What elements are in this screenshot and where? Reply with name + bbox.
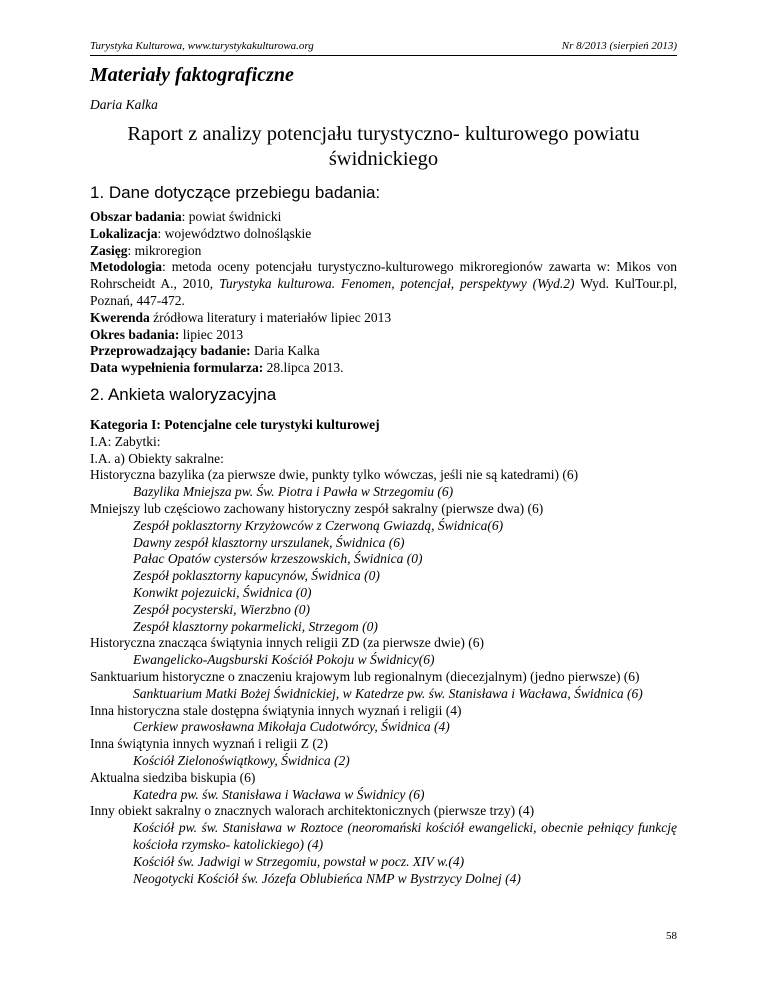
header-rule <box>90 55 677 56</box>
subsubcategory: I.A. a) Obiekty sakralne: <box>90 450 224 466</box>
object-entry: Ewangelicko-Augsburski Kościół Pokoju w Świdnicy(6) <box>133 652 435 668</box>
running-header <box>90 40 677 53</box>
object-entry: Zespół pocysterski, Wierzbno (0) <box>133 601 310 617</box>
criterion-text: Sanktuarium historyczne o znaczeniu krajowym lub regionalnym (diecezjalnym) (jedno pierwsze) (6) <box>90 668 640 684</box>
object-entry: Neogotycki Kościół św. Józefa Oblubieńca NMP w Bystrzycy Dolnej (4) <box>133 870 521 886</box>
object-entry: Dawny zespół klasztorny urszulanek, Świdnica (6) <box>133 534 405 550</box>
field-przeprowadzajacy: Przeprowadzający badanie: Daria Kalka <box>90 343 320 359</box>
object-entry: Cerkiew prawosławna Mikołaja Cudotwórcy, Świdnica (4) <box>133 719 450 735</box>
object-entry: Kościół św. Jadwigi w Strzegomiu, powstał w pocz. XIV w.(4) <box>133 853 465 869</box>
field-okres: Okres badania: lipiec 2013 <box>90 326 244 342</box>
field-data: Data wypełnienia formularza: 28.lipca 2013. <box>90 360 344 376</box>
object-entry: Zespół poklasztorny kapucynów, Świdnica (0) <box>133 568 380 584</box>
criterion-text: Aktualna siedziba biskupia (6) <box>90 769 256 785</box>
book-title: Turystyka kulturowa. Fenomen, potencjał, perspektywy (Wyd.2) <box>219 276 575 292</box>
object-entry: Kościół pw. św. Stanisława w Roztoce (neoromański kościół ewangelicki, obecnie pełniący funkcję kościoła rzymsko- katolickiego) (4) <box>133 820 677 852</box>
object-entry: Zespół klasztorny pokarmelicki, Strzegom (0) <box>133 618 378 634</box>
criterion-text: Inna świątynia innych wyznań i religii Z (2) <box>90 736 329 752</box>
study-details <box>90 209 677 377</box>
object-entry: Zespół poklasztorny Krzyżowców z Czerwoną Gwiazdą, Świdnica(6) <box>133 517 504 533</box>
subcategory: I.A: Zabytki: <box>90 433 161 449</box>
field-obszar: Obszar badania: powiat świdnicki <box>90 209 282 224</box>
object-entry: Pałac Opatów cystersów krzeszowskich, Świdnica (0) <box>133 551 423 567</box>
criterion-text: Inna historyczna stale dostępna świątynia innych wyznań i religii (4) <box>90 702 462 718</box>
object-entry: Kościół Zielonoświątkowy, Świdnica (2) <box>133 752 350 768</box>
survey-body <box>90 417 677 887</box>
field-zasieg: Zasięg: mikroregion <box>90 242 202 258</box>
page-number: 58 <box>666 930 677 942</box>
object-entry: Katedra pw. św. Stanisława i Wacława w Świdnicy (6) <box>133 786 425 802</box>
section-2-heading: 2. Ankieta waloryzacyjna <box>90 385 277 404</box>
object-entry: Konwikt pojezuicki, Świdnica (0) <box>133 584 312 600</box>
journal-name: Turystyka Kulturowa, www.turystykakulturowa.org <box>90 40 314 52</box>
criterion-text: Mniejszy lub częściowo zachowany historyczny zespół sakralny (pierwsze dwa) (6) <box>90 500 544 516</box>
object-entry: Bazylika Mniejsza pw. Św. Piotra i Pawła w Strzegomiu (6) <box>133 484 454 500</box>
field-lokalizacja: Lokalizacja: województwo dolnośląskie <box>90 225 312 241</box>
section-heading: Materiały faktograficzne <box>90 64 294 86</box>
category-heading: Kategoria I: Potencjalne cele turystyki kulturowej <box>90 417 380 432</box>
criterion-text: Historyczna bazylika (za pierwsze dwie, punkty tylko wówczas, jeśli nie są katedrami) (6) <box>90 467 579 483</box>
criterion-text: Historyczna znacząca świątynia innych religii ZD (za pierwsze dwie) (6) <box>90 635 484 651</box>
field-kwerenda: Kwerenda źródłowa literatury i materiałów lipiec 2013 <box>90 309 392 325</box>
criterion-text: Inny obiekt sakralny o znacznych walorach architektonicznych (pierwsze trzy) (4) <box>90 803 535 819</box>
field-metodologia: Metodologia: metoda oceny potencjału turystyczno-kulturowego mikroregionów zawarta w: Mikos von Rohrscheidt A., 2010, Turystyka kulturowa. Fenomen, potencjał, perspektywy (Wyd.2) Wyd. KulTour.pl, Poznań, 447-472. <box>90 259 677 308</box>
issue-number: Nr 8/2013 (sierpień 2013) <box>561 40 677 52</box>
author: Daria Kalka <box>90 97 158 112</box>
report-title: Raport z analizy potencjału turystyczno- kulturowego powiatu świdnickiego <box>127 123 640 170</box>
object-entry: Sanktuarium Matki Bożej Świdnickiej, w Katedrze pw. św. Stanisława i Wacława, Świdnica (6) <box>133 685 643 701</box>
section-1-heading: 1. Dane dotyczące przebiegu badania: <box>90 183 381 202</box>
